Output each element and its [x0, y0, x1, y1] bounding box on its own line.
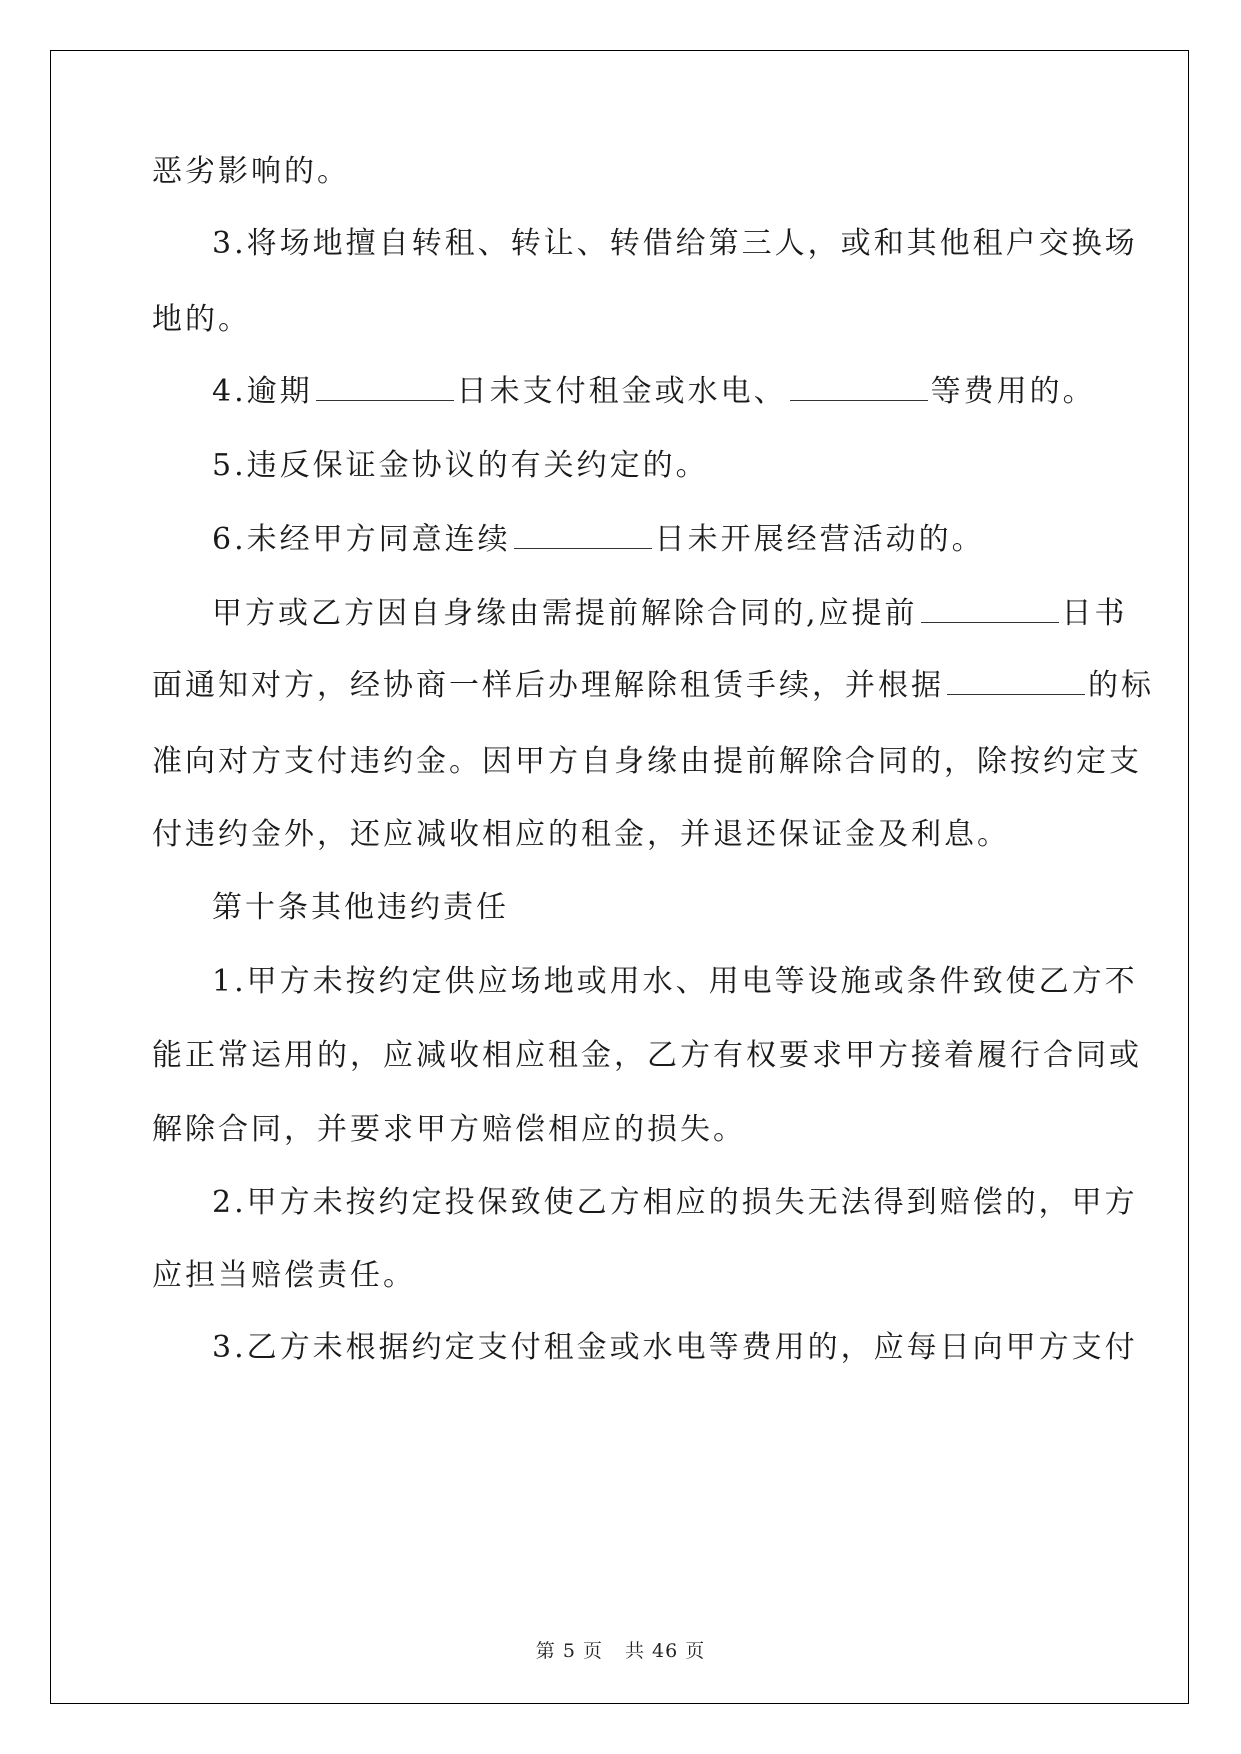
- text-line: 解除合同，并要求甲方赔偿相应的损失。: [152, 1112, 746, 1147]
- line-text: 6.未经甲方同意连续: [212, 522, 511, 557]
- fill-blank: [947, 666, 1085, 695]
- line-text: 面通知对方，经协商一样后办理解除租赁手续，并根据: [152, 668, 944, 703]
- page-footer: [0, 1636, 1241, 1663]
- section-heading: 第十条其他违约责任: [212, 890, 509, 925]
- line-text: 4.逾期: [212, 374, 313, 409]
- line-text: 日未开展经营活动的。: [654, 522, 985, 557]
- text-line: [212, 594, 1128, 634]
- text-line: [152, 666, 1154, 706]
- fill-blank: [921, 594, 1059, 623]
- fill-blank: [316, 372, 454, 401]
- fill-blank: [790, 372, 928, 401]
- line-text: 的标: [1088, 668, 1154, 703]
- text-line: 能正常运用的，应减收相应租金，乙方有权要求甲方接着履行合同或: [152, 1038, 1142, 1073]
- fill-blank: [514, 520, 652, 549]
- line-text: 日未支付租金或水电、: [456, 374, 787, 409]
- text-line: 3.将场地擅自转租、转让、转借给第三人，或和其他租户交换场: [212, 226, 1138, 261]
- page-total: 共 46 页: [624, 1640, 706, 1662]
- page-border: [50, 50, 1189, 1704]
- page-number: 第 5 页: [535, 1640, 603, 1662]
- text-line: 3.乙方未根据约定支付租金或水电等费用的，应每日向甲方支付: [212, 1330, 1138, 1365]
- text-line: 应担当赔偿责任。: [152, 1258, 416, 1293]
- text-line: 地的。: [152, 302, 251, 337]
- line-text: 日书: [1061, 596, 1128, 631]
- line-text: 等费用的。: [930, 374, 1096, 409]
- line-text: 甲方或乙方因自身缘由需提前解除合同的,应提前: [212, 596, 918, 631]
- text-line: 1.甲方未按约定供应场地或用水、用电等设施或条件致使乙方不: [212, 964, 1138, 999]
- text-line: [212, 520, 985, 560]
- text-line: 2.甲方未按约定投保致使乙方相应的损失无法得到赔偿的，甲方: [212, 1185, 1138, 1220]
- text-line: [212, 372, 1096, 412]
- text-line: 恶劣影响的。: [152, 154, 350, 189]
- text-line: 准向对方支付违约金。因甲方自身缘由提前解除合同的，除按约定支: [152, 744, 1142, 779]
- text-line: 付违约金外，还应减收相应的租金，并退还保证金及利息。: [152, 817, 1010, 852]
- text-line: 5.违反保证金协议的有关约定的。: [212, 448, 709, 483]
